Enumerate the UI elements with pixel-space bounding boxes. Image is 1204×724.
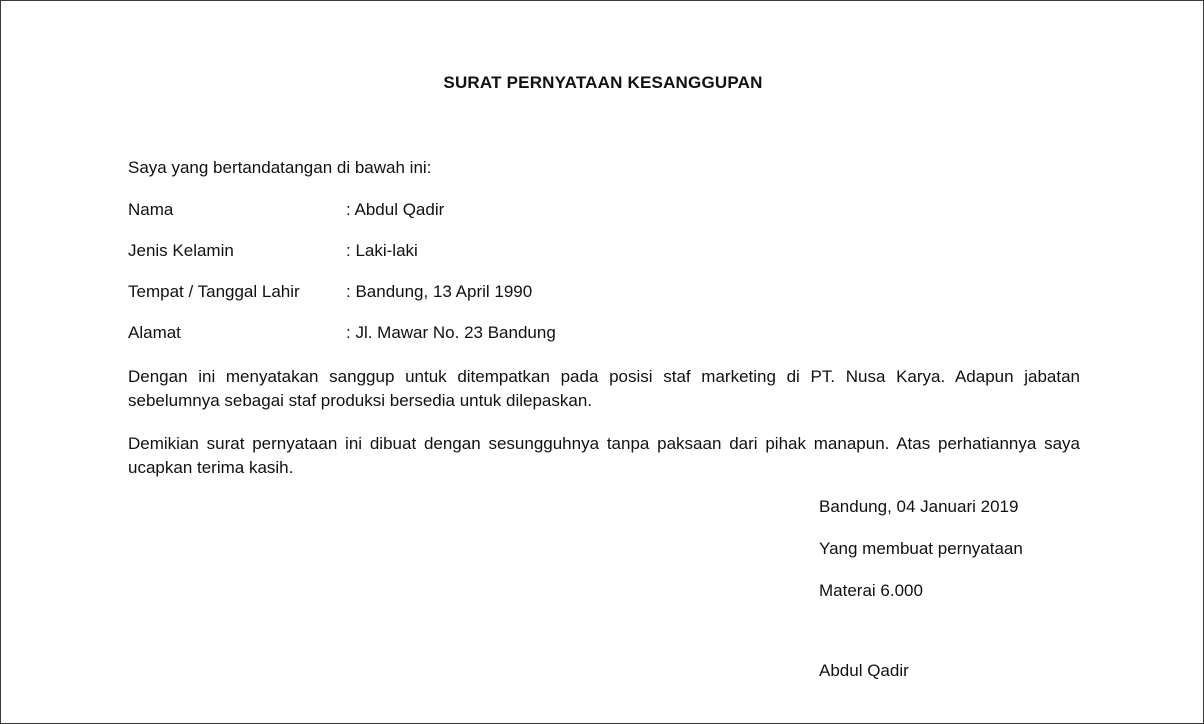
field-value-nama: : Abdul Qadir bbox=[346, 200, 445, 219]
field-label-jenis-kelamin: Jenis Kelamin bbox=[128, 241, 234, 260]
signatory-name: Abdul Qadir bbox=[819, 661, 909, 680]
field-label-alamat: Alamat bbox=[128, 323, 181, 342]
maker-label: Yang membuat pernyataan bbox=[819, 539, 1023, 558]
field-value-alamat: : Jl. Mawar No. 23 Bandung bbox=[346, 323, 556, 342]
field-value-tempat-tanggal-lahir: : Bandung, 13 April 1990 bbox=[346, 282, 533, 301]
intro-text: Saya yang bertandatangan di bawah ini: bbox=[128, 158, 432, 177]
closing-paragraph: Demikian surat pernyataan ini dibuat dengan sesungguhnya tanpa paksaan dari pihak manapun. Atas perhatiannya saya ucapkan terima kasih. bbox=[128, 434, 1080, 477]
place-date: Bandung, 04 Januari 2019 bbox=[819, 497, 1019, 516]
field-label-tempat-tanggal-lahir: Tempat / Tanggal Lahir bbox=[128, 282, 300, 301]
field-value-jenis-kelamin: : Laki-laki bbox=[346, 241, 418, 260]
field-label-nama: Nama bbox=[128, 200, 174, 219]
statement-paragraph: Dengan ini menyatakan sanggup untuk ditempatkan pada posisi staf marketing di PT. Nusa Karya. Adapun jabatan sebelumnya sebagai staf produksi bersedia untuk dilepaskan. bbox=[128, 367, 1080, 410]
document-title: SURAT PERNYATAAN KESANGGUPAN bbox=[443, 73, 763, 92]
stamp-label: Materai 6.000 bbox=[819, 581, 923, 600]
